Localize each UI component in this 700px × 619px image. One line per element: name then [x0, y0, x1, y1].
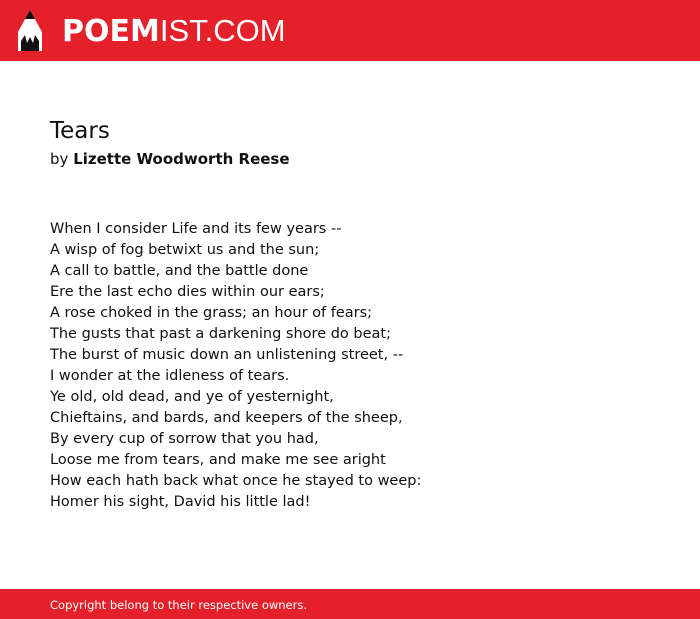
poem-body — [50, 219, 421, 513]
poem-line: How each hath back what once he stayed to weep: — [50, 473, 422, 489]
pencil-icon — [18, 10, 42, 51]
poem-line: Loose me from tears, and make me see aright — [50, 452, 386, 468]
poem-line: A call to battle, and the battle done — [50, 263, 309, 279]
site-footer — [0, 589, 700, 619]
poem-line: I wonder at the idleness of tears. — [50, 368, 290, 384]
poem-title: Tears — [50, 118, 110, 144]
logo-bold-text: POEM — [62, 14, 160, 49]
site-header — [0, 0, 700, 61]
poem-line: The burst of music down an unlistening street, -- — [50, 347, 404, 363]
poem-line: A rose choked in the grass; an hour of fears; — [50, 305, 373, 321]
by-label: by — [50, 150, 69, 168]
author-name: Lizette Woodworth Reese — [73, 150, 290, 168]
poem-line: When I consider Life and its few years -- — [50, 221, 342, 237]
poem-line: By every cup of sorrow that you had, — [50, 431, 319, 447]
copyright-text: Copyright belong to their respective owners. — [50, 598, 308, 612]
poem-line: Chieftains, and bards, and keepers of the sheep, — [50, 410, 403, 426]
poem-line: Ye old, old dead, and ye of yesternight, — [50, 389, 334, 405]
poem-line: A wisp of fog betwixt us and the sun; — [50, 242, 320, 258]
site-logo[interactable] — [62, 12, 286, 51]
poem-line: Ere the last echo dies within our ears; — [50, 284, 325, 300]
poem-line: The gusts that past a darkening shore do beat; — [50, 326, 391, 342]
byline — [50, 148, 290, 170]
logo-light-text: IST.COM — [159, 13, 286, 48]
poem-line: Homer his sight, David his little lad! — [50, 494, 311, 510]
